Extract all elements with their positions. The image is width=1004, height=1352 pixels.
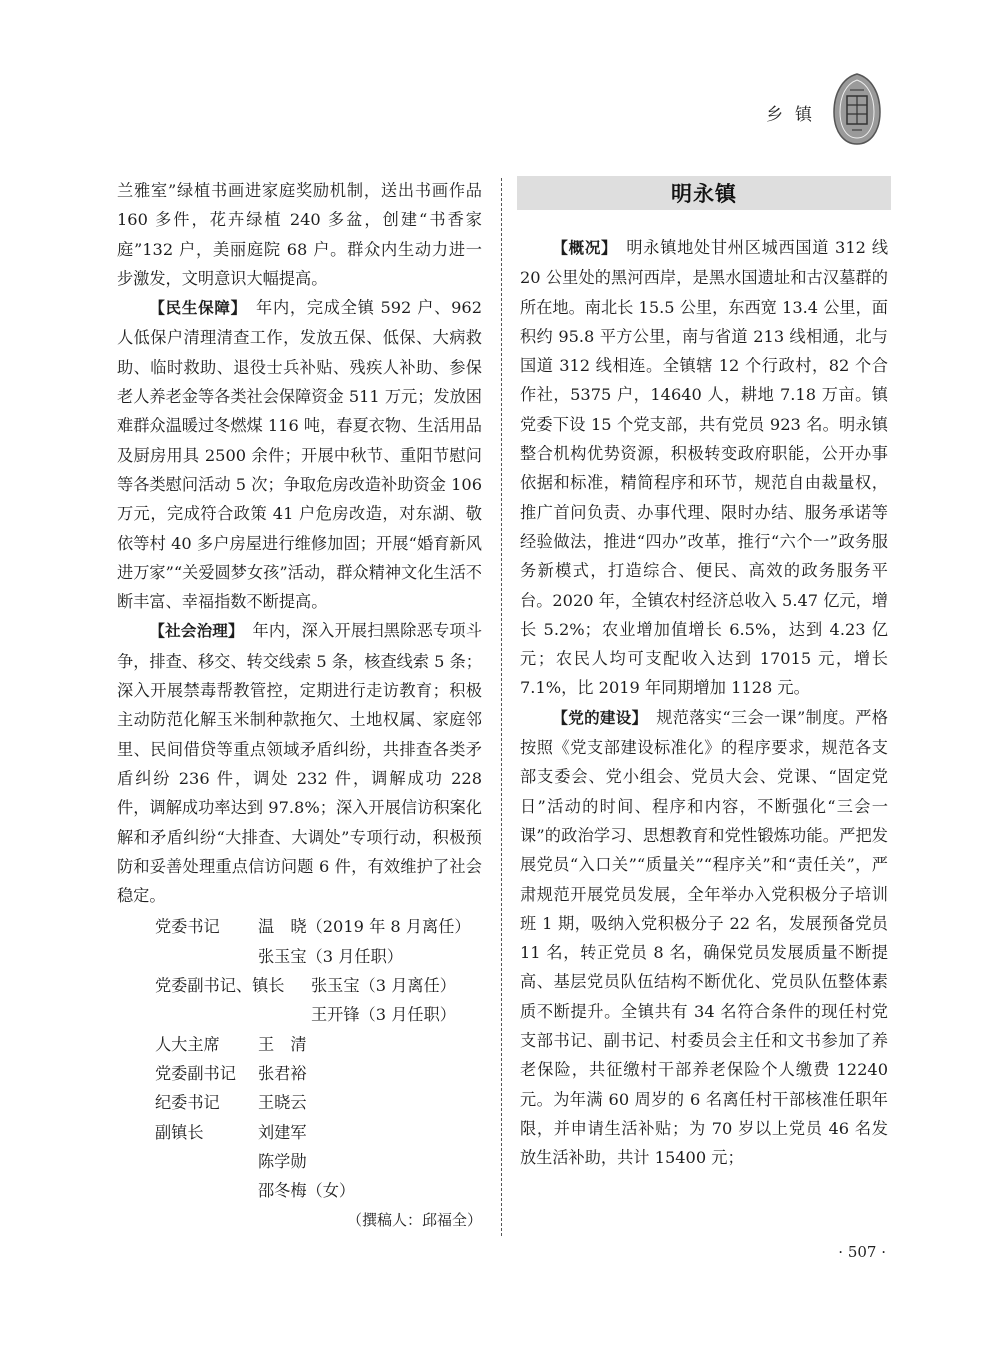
page-number: · 507 · — [838, 1243, 886, 1261]
roster-name: 王 清 — [258, 1034, 307, 1054]
section-heading-party-building: 【党的建设】 — [552, 708, 640, 727]
roster-role: 党委书记 — [155, 917, 220, 937]
roster-name: 陈学勋 — [258, 1151, 307, 1171]
paragraph-governance — [117, 616, 482, 910]
roster-row — [117, 1118, 482, 1147]
roster-row — [117, 1147, 482, 1176]
roster-role — [117, 1000, 311, 1029]
roster-row — [117, 1059, 482, 1088]
section-heading-overview: 【概况】 — [552, 239, 610, 257]
roster-row — [117, 912, 482, 941]
roster-role — [117, 1147, 258, 1176]
roster-role: 人大主席 — [155, 1034, 220, 1054]
roster-role: 党委副书记、镇长 — [155, 976, 285, 996]
paragraph-governance-text: 年内，深入开展扫黑除恶专项斗争，排查、移交、转交线索 5 条，核查线索 5 条；深入开展禁毒帮教管控，定期进行走访教育；积极主动防范化解玉米制种款拖欠、土地权属、家庭邻里、民间借贷等重点领域矛盾纠纷，共排查各类矛盾纠纷 236 件，调处 232 件，调解成功 228 件，调解成功率达到 97.8%；深入开展信访积案化解和矛盾纠纷“大排查、大调处”专项行动，积极预防和妥善处理重点信访问题 6 件，有效维护了社会稳定。 — [117, 621, 483, 906]
roster-role: 副镇长 — [155, 1122, 204, 1142]
paragraph-livelihood-text: 年内，完成全镇 592 户、962 人低保户清理清查工作，发放五保、低保、大病救助、临时救助、退役士兵补贴、残疾人补助、参保老人养老金等各类社会保障资金 511 万元；发放困难群众温暖过冬燃煤 116 吨，春夏衣物、生活用品及厨房用具 2500 余件；开展中秋节、重阳节慰问等各类慰问活动 5 次；争取危房改造补助资金 106 万元，完成符合政策 41 户危房改造，对东湖、敬依等村 40 多户房屋进行维修加固；开展“婚育新风进万家”“关爱圆梦女孩”活动，群众精神文化生活不断丰富、幸福指数不断提高。 — [117, 298, 482, 612]
roster-role — [117, 942, 258, 971]
roster-name: 张玉宝（3 月任职） — [258, 946, 403, 966]
roster-name: 王晓云 — [258, 1093, 307, 1113]
roster-role — [117, 1176, 258, 1205]
column-divider — [501, 178, 502, 1236]
paragraph-overview-text: 明永镇地处甘州区城西国道 312 线 20 公里处的黑河西岸，是黑水国遗址和古汉墓群的所在地。南北长 15.5 公里，东西宽 13.4 公里，面积约 95.8 平方公里，南与省道 213 线相通，北与国道 312 线相连。全镇辖 12 个行政村，82 个合作社，5375 户，14640 人，耕地 7.18 万亩。镇党委下设 15 个党支部，共有党员 923 名。明永镇整合机构优势资源，积极转变政府职能，公开办事依据和标准，精简程序和环节，规范自由裁量权，推广首问负责、办事代理、限时办结、服务承诺等经验做法，推进“四办”改革，推行“六个一”政务服务新模式，打造综合、便民、高效的政务服务平台。2020 年，全镇农村经济总收入 5.47 亿元，增长 5.2%；农业增加值增长 6.5%，达到 4.23 亿元；农民人均可支配收入达到 17015 元，增长 7.1%，比 2019 年同期增加 1128 元。 — [520, 238, 889, 698]
paragraph-culture-continuation: 兰雅室”绿植书画进家庭奖励机制，送出书画作品 160 多件，花卉绿植 240 多盆，创建“书香家庭”132 户，美丽庭院 68 户。群众内生动力进一步激发，文明意识大幅提高。 — [117, 181, 482, 288]
left-column — [117, 176, 482, 1236]
roster-row — [117, 971, 482, 1000]
roster-row — [117, 1000, 482, 1029]
roster-role: 党委副书记 — [155, 1063, 236, 1083]
roster-row — [117, 942, 482, 971]
officials-roster — [117, 912, 482, 1205]
roster-name: 王开锋（3 月任职） — [311, 1005, 456, 1025]
paragraph-party-building — [520, 703, 888, 1173]
article-title: 明永镇 — [517, 176, 891, 210]
roster-row — [117, 1176, 482, 1205]
paragraph-livelihood — [117, 293, 482, 616]
seal-emblem-icon — [832, 72, 882, 146]
roster-name: 张玉宝（3 月离任） — [311, 976, 456, 996]
section-heading-governance: 【社会治理】 — [149, 622, 237, 641]
paragraph-overview — [520, 233, 888, 703]
section-heading-livelihood: 【民生保障】 — [149, 299, 240, 318]
roster-name: 张君裕 — [258, 1063, 307, 1083]
section-label: 乡镇 — [766, 105, 824, 125]
right-column — [520, 233, 888, 1173]
author-byline: （撰稿人：邱福全） — [346, 1211, 482, 1230]
paragraph-party-building-text: 规范落实“三会一课”制度。严格按照《党支部建设标准化》的程序要求，规范各支部支委会、党小组会、党员大会、党课、“固定党日”活动的时间、程序和内容，不断强化“三会一课”的政治学习、思想教育和党性锻炼功能。严把发展党员“入口关”“质量关”“程序关”和“责任关”，严肃规范开展党员发展，全年举办入党积极分子培训班 1 期，吸纳入党积极分子 22 名，发展预备党员 11 名，转正党员 8 名，确保党员发展质量不断提高、基层党员队伍结构不断优化、党员队伍整体素质不断提升。全镇共有 34 名符合条件的现任村党支部书记、副书记、村委员会主任和文书参加了养老保险，共征缴村干部养老保险个人缴费 12240 元。为年满 60 周岁的 6 名离任村干部核准任职年限，并申请生活补贴；为 70 岁以上党员 46 名发放生活补助，共计 15400 元； — [520, 707, 888, 1168]
roster-row — [117, 1030, 482, 1059]
roster-role: 纪委书记 — [155, 1093, 220, 1113]
roster-row — [117, 1088, 482, 1117]
roster-name: 温 晓（2019 年 8 月离任） — [258, 917, 471, 937]
roster-name: 邵冬梅（女） — [258, 1181, 356, 1201]
roster-name: 刘建军 — [258, 1122, 307, 1142]
